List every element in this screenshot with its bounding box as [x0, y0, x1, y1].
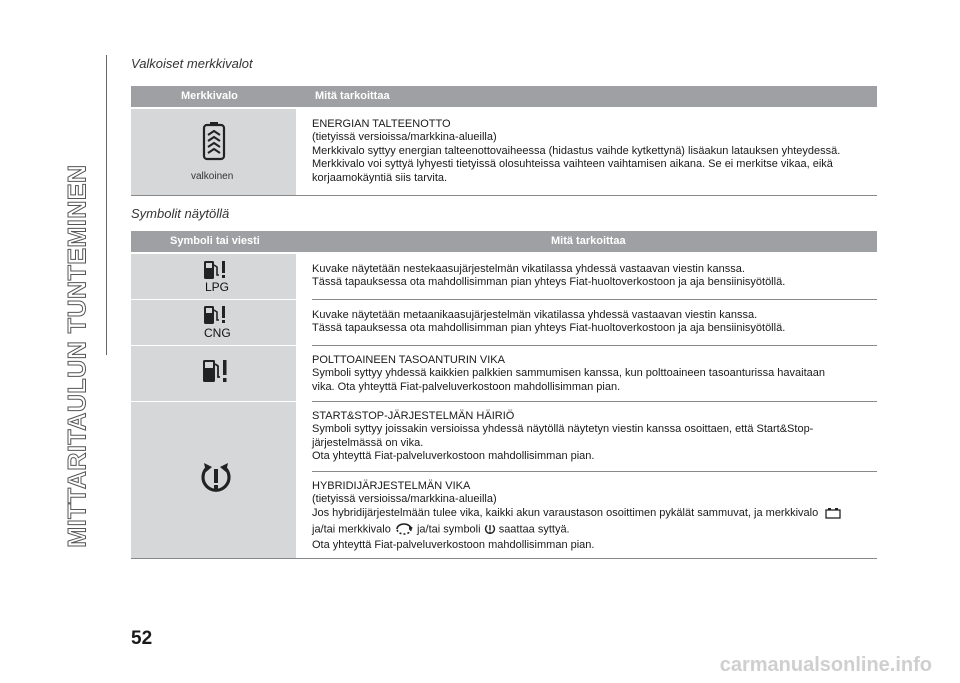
fuel-pump-cng-icon — [202, 304, 228, 326]
line: Tässä tapauksessa ota mahdollisimman pian yhteys Fiat-huoltoverkostoon ja aja bensiinisyötöllä. — [312, 322, 786, 335]
battery-icon — [825, 507, 841, 519]
line: Ota yhteyttä Fiat-palveluverkostoon mahdollisimman pian. — [312, 538, 595, 551]
table1-icon-cell — [131, 109, 296, 195]
line: START&STOP-JÄRJESTELMÄN HÄIRIÖ — [312, 410, 515, 422]
line-text: saattaa syttyä. — [498, 523, 570, 536]
line: järjestelmässä on vika. — [312, 436, 424, 449]
watermark: carmanualsonline.info — [719, 654, 932, 676]
table1-bottom-rule — [131, 195, 877, 196]
rule — [312, 345, 877, 346]
fuel-pump-lpg-icon — [202, 259, 228, 281]
line: vika. Ota yhteyttä Fiat-palveluverkostoon mahdollisimman pian. — [312, 380, 621, 393]
line-text: ja/tai merkkivalo — [312, 523, 391, 536]
table2-col2-header: Mitä tarkoittaa — [551, 235, 626, 247]
table1-col1-header: Merkkivalo — [181, 90, 238, 102]
rule — [312, 299, 877, 300]
fuel-sensor-description — [312, 354, 877, 394]
page-number: 52 — [131, 628, 153, 649]
line: Merkkivalo syttyy energian talteenottovaiheessa (hidastus vaihde kytkettynä) lisäakun latauksen yhteydessä. — [312, 144, 841, 157]
lpg-description — [312, 263, 877, 290]
rule — [312, 471, 877, 472]
line: POLTTOAINEEN TASOANTURIN VIKA — [312, 354, 505, 366]
lpg-label: LPG — [205, 280, 230, 294]
hybrid-system-icon — [394, 523, 414, 535]
line: Kuvake näytetään metaanikaasujärjestelmän vikatilassa yhdessä vastaavan viestin kanssa. — [312, 309, 758, 321]
line: Merkkivalo voi syttyä lyhyesti tietyissä olosuhteissa vaihteen vaihtamisen aikana. Se ei merkitse vikaa, eikä — [312, 158, 833, 171]
line — [312, 523, 877, 539]
table1-description — [312, 118, 877, 185]
start-stop-icon — [484, 523, 496, 536]
row-divider — [131, 299, 296, 300]
row-divider — [131, 401, 296, 402]
table2-icon-column — [131, 254, 296, 558]
line: Kuvake näytetään nestekaasujärjestelmän vikatilassa yhdessä vastaavan viestin kanssa. — [312, 263, 745, 275]
line-text: Jos hybridijärjestelmään tulee vika, kaikki akun varaustason osoittimen pykälät sammuvat, ja merkkivalo — [312, 506, 819, 519]
energy-recovery-icon — [194, 121, 234, 165]
side-divider — [106, 55, 107, 355]
line: (tietyissä versioissa/markkina-alueilla) — [312, 131, 497, 144]
cng-label: CNG — [204, 326, 231, 340]
line: Tässä tapauksessa ota mahdollisimman pian yhteys Fiat-huoltoverkostoon ja aja bensiinisyötöllä. — [312, 276, 786, 289]
line: (tietyissä versioissa/markkina-alueilla) — [312, 493, 497, 506]
line: korjaamokäyntiä siis tarvita. — [312, 171, 448, 184]
icon-color-label: valkoinen — [191, 171, 234, 182]
table2-col1-header: Symboli tai viesti — [170, 235, 260, 247]
row-divider — [131, 345, 296, 346]
chapter-title: MITTARITAULUN TUNTEMINEN — [63, 164, 92, 548]
hybrid-fault-description — [312, 480, 877, 552]
line-text: ja/tai symboli — [416, 523, 481, 536]
rule — [312, 401, 877, 402]
line: Ota yhteyttä Fiat-palveluverkostoon mahdollisimman pian. — [312, 450, 595, 463]
section-title-display-symbols: Symbolit näytöllä — [131, 206, 230, 221]
line: Symboli syttyy yhdessä kaikkien palkkien sammumisen kanssa, kun polttoaineen tasoanturissa havaitaan — [312, 367, 825, 380]
start-stop-fault-icon — [199, 460, 233, 498]
table2-header — [131, 231, 877, 252]
fuel-sensor-fault-icon — [200, 357, 230, 385]
cng-description — [312, 309, 877, 336]
line: ENERGIAN TALTEENOTTO — [312, 118, 451, 130]
table1-header — [131, 86, 877, 107]
table1-col2-header: Mitä tarkoittaa — [315, 90, 390, 102]
line — [312, 507, 877, 523]
section-title-white-lights: Valkoiset merkkivalot — [131, 56, 253, 71]
line: Symboli syttyy joissakin versioissa yhdessä näytöllä näytetyn viestin kanssa osoittaen, että Start&Stop- — [312, 423, 814, 436]
table2-bottom-rule — [131, 558, 877, 559]
start-stop-description — [312, 410, 877, 464]
line: HYBRIDIJÄRJESTELMÄN VIKA — [312, 480, 471, 492]
